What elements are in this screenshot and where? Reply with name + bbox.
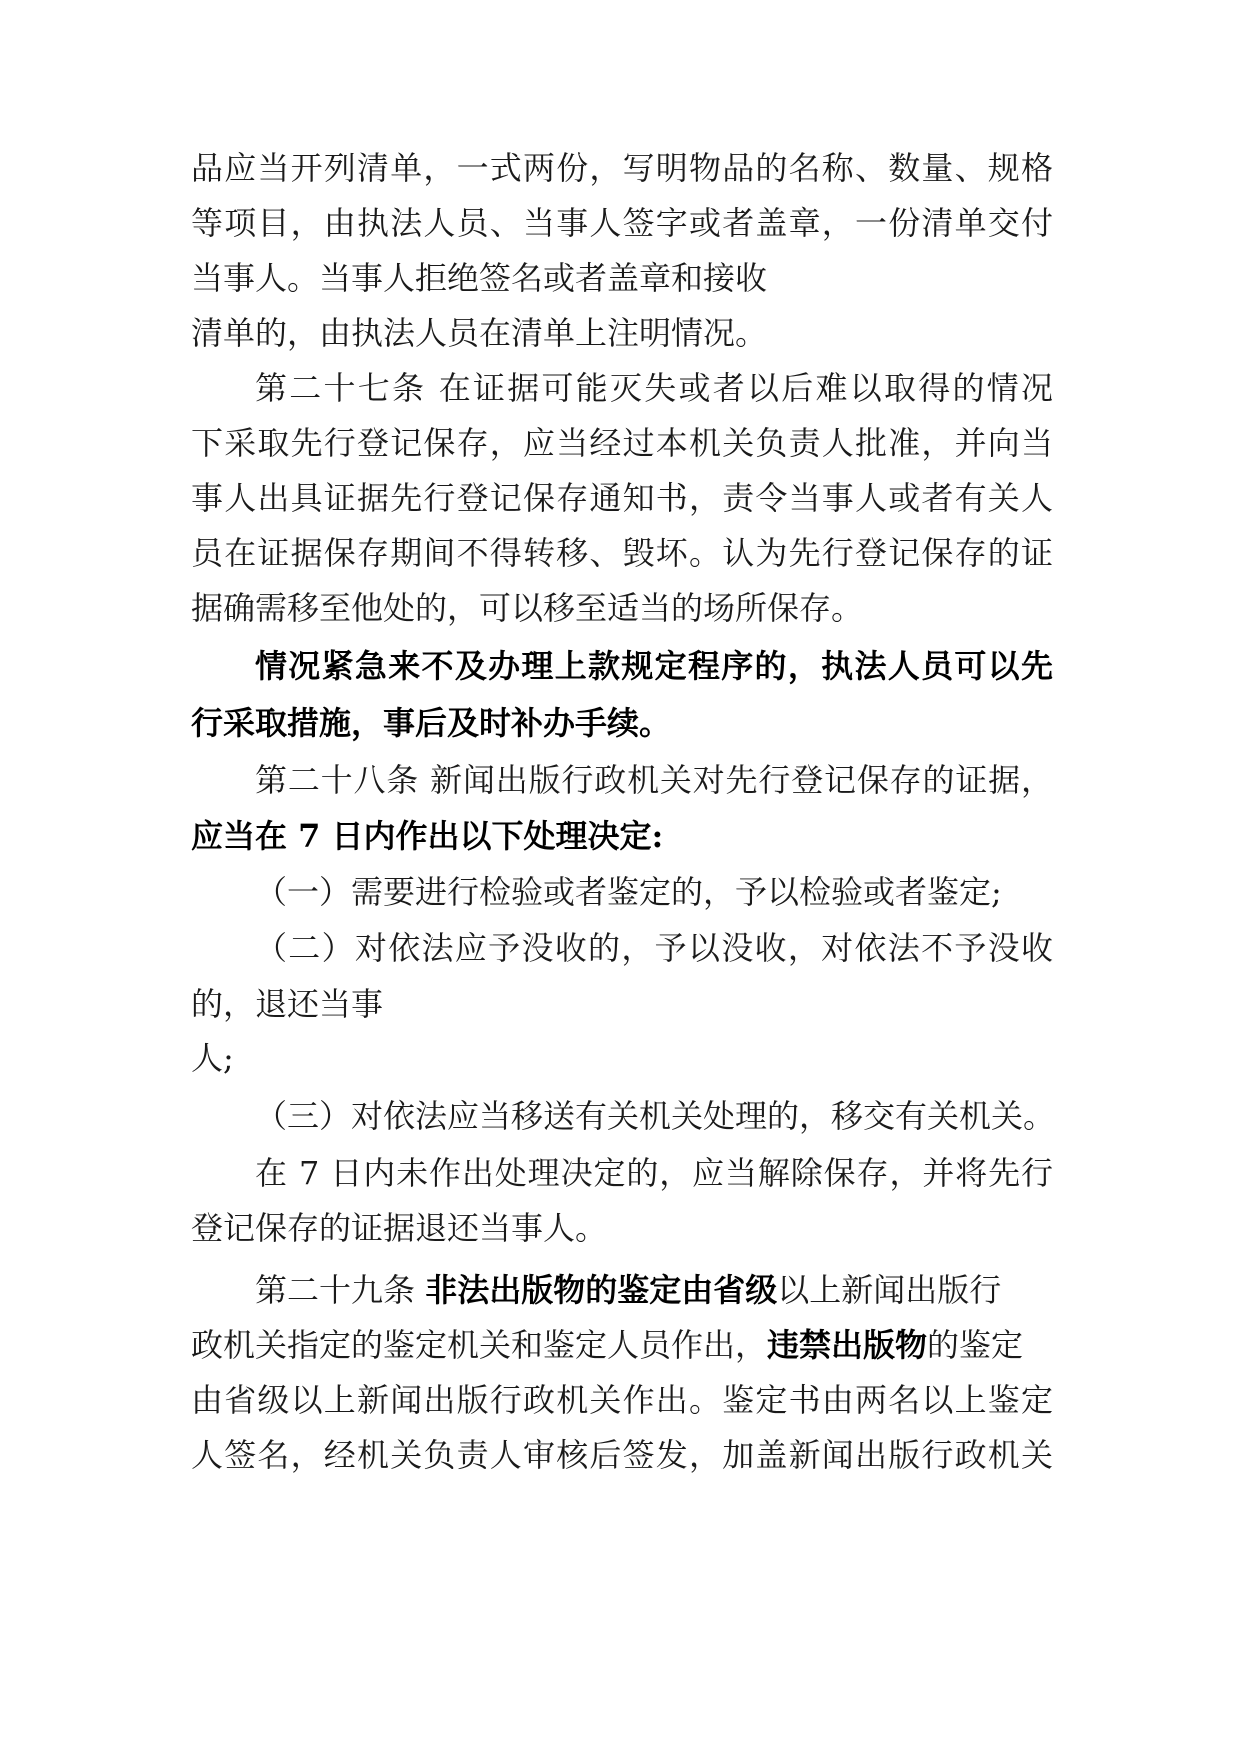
text-line: 当事人。当事人拒绝签名或者盖章和接收	[191, 259, 768, 297]
list-item-1: （一）需要进行检验或者鉴定的，予以检验或者鉴定;	[255, 873, 1002, 911]
bold-text-line: 应当在 7 日内作出以下处理决定:	[191, 817, 664, 855]
text-line: 的，退还当事	[191, 985, 384, 1023]
bold-phrase: 违禁出版物	[767, 1326, 928, 1364]
text-line: 在 7 日内未作出处理决定的，应当解除保存，并将先行	[255, 1154, 1053, 1192]
bold-text-line: 行采取措施，事后及时补办手续。	[191, 704, 672, 742]
text-line: 下采取先行登记保存，应当经过本机关负责人批准，并向当	[191, 424, 1053, 462]
article-28-heading-line: 第二十八条 新闻出版行政机关对先行登记保存的证据，	[255, 761, 1053, 799]
text-line: 员在证据保存期间不得转移、毁坏。认为先行登记保存的证	[191, 534, 1053, 572]
text-line: 事人出具证据先行登记保存通知书，责令当事人或者有关人	[191, 479, 1053, 517]
text-span: 的鉴定	[927, 1326, 1024, 1364]
text-line: 品应当开列清单，一式两份，写明物品的名称、数量、规格	[191, 149, 1053, 187]
article-29-number: 第二十九条	[255, 1271, 426, 1309]
bold-phrase: 非法出版物的鉴定由省级	[425, 1271, 778, 1309]
text-span: 政机关指定的鉴定机关和鉴定人员作出，	[191, 1326, 768, 1364]
article-27-heading-line: 第二十七条 在证据可能灭失或者以后难以取得的情况	[255, 369, 1053, 407]
list-item-3: （三）对依法应当移送有关机关处理的，移交有关机关。	[255, 1097, 1056, 1135]
text-line: 人签名，经机关负责人审核后签发，加盖新闻出版行政机关	[191, 1436, 1053, 1474]
article-29-line-1	[255, 1270, 1001, 1310]
text-line: 清单的，由执法人员在清单上注明情况。	[191, 314, 768, 352]
text-span: 以上新闻出版行	[777, 1271, 1002, 1309]
text-line: 等项目，由执法人员、当事人签字或者盖章，一份清单交付	[191, 204, 1053, 242]
article-29-line-2	[191, 1325, 1023, 1365]
bold-text-line: 情况紧急来不及办理上款规定程序的，执法人员可以先	[255, 647, 1053, 685]
list-item-2: （二）对依法应予没收的，予以没收，对依法不予没收	[255, 929, 1053, 967]
text-line: 人;	[191, 1039, 234, 1077]
text-line: 由省级以上新闻出版行政机关作出。鉴定书由两名以上鉴定	[191, 1381, 1053, 1419]
text-line: 登记保存的证据退还当事人。	[191, 1209, 608, 1247]
text-line: 据确需移至他处的，可以移至适当的场所保存。	[191, 589, 864, 627]
